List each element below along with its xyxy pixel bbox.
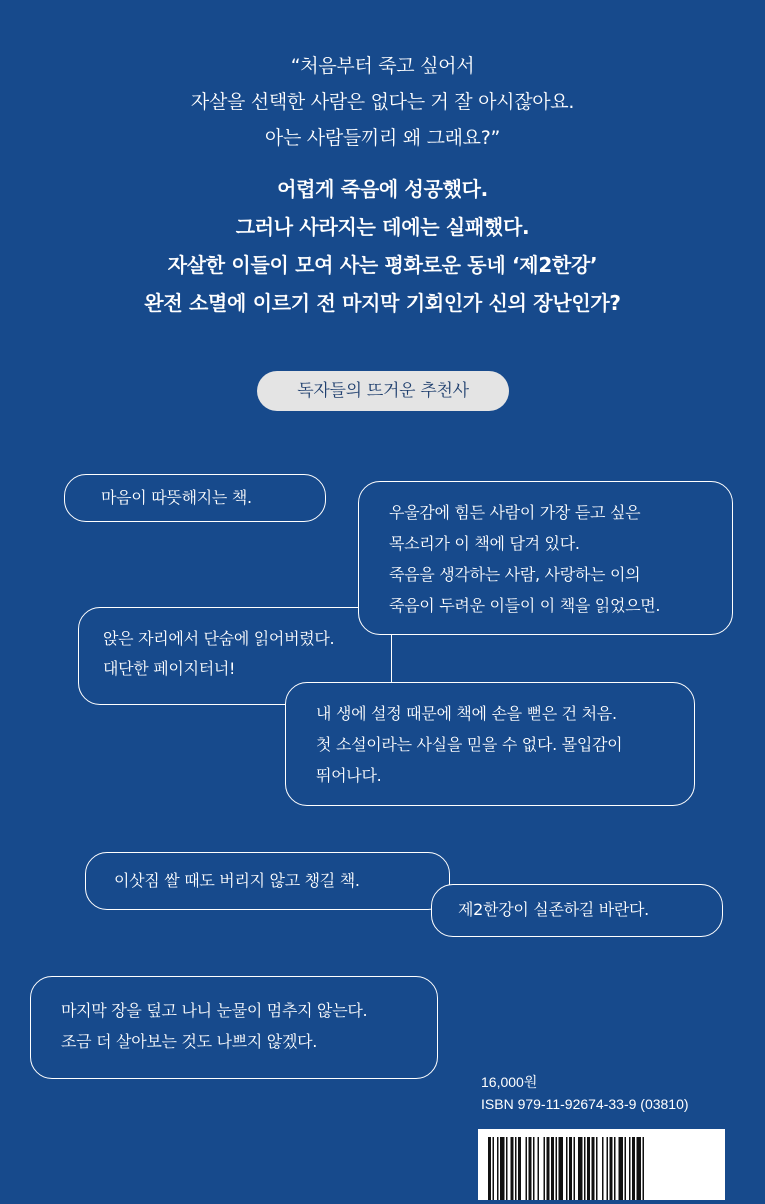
barcode-bar bbox=[529, 1137, 532, 1200]
tagline-line: 어렵게 죽음에 성공했다. bbox=[277, 177, 488, 201]
barcode-bar bbox=[629, 1137, 631, 1200]
barcode-bar bbox=[578, 1137, 583, 1200]
review-line: 죽음이 두려운 이들이 이 책을 읽었으면. bbox=[389, 596, 661, 615]
barcode-bar bbox=[538, 1137, 540, 1200]
quote-line: “처음부터 죽고 싶어서 bbox=[290, 55, 475, 77]
barcode-bar bbox=[625, 1137, 627, 1200]
barcode-bar bbox=[587, 1137, 590, 1200]
tagline-line: 완전 소멸에 이르기 전 마지막 기회인가 신의 장난인가? bbox=[144, 291, 621, 315]
barcode-bar bbox=[607, 1137, 609, 1200]
barcode-bar bbox=[566, 1137, 568, 1200]
review-bubble bbox=[285, 682, 695, 806]
tagline-line: 자살한 이들이 모여 사는 평화로운 동네 ‘제2한강’ bbox=[167, 253, 598, 277]
opening-quote bbox=[0, 48, 765, 156]
barcode-bar bbox=[602, 1137, 604, 1200]
barcode-bar bbox=[592, 1137, 595, 1200]
review-bubble bbox=[358, 481, 733, 635]
barcode-bar bbox=[544, 1137, 546, 1200]
barcode-bar bbox=[518, 1137, 521, 1200]
barcode-bar bbox=[551, 1137, 554, 1200]
barcode-bar bbox=[488, 1137, 491, 1200]
review-line: 대단한 페이지터너! bbox=[103, 659, 236, 678]
review-bubble bbox=[431, 884, 723, 937]
review-line: 목소리가 이 책에 담겨 있다. bbox=[389, 534, 580, 553]
barcode-bar bbox=[643, 1137, 645, 1200]
reader-reviews-label: 독자들의 뜨거운 추천사 bbox=[257, 371, 509, 411]
quote-line: 아는 사람들끼리 왜 그래요?” bbox=[264, 127, 501, 149]
review-line: 뛰어나다. bbox=[316, 766, 382, 785]
barcode-bar bbox=[500, 1137, 505, 1200]
barcode-bar bbox=[547, 1137, 550, 1200]
barcode-bar bbox=[511, 1137, 514, 1200]
barcode-bar bbox=[526, 1137, 528, 1200]
barcode-bar bbox=[610, 1137, 613, 1200]
review-line: 제2한강이 실존하길 바란다. bbox=[458, 900, 649, 919]
barcode-bar bbox=[574, 1137, 576, 1200]
review-bubble bbox=[30, 976, 438, 1079]
book-price: 16,000원 bbox=[481, 1074, 538, 1090]
barcode-bar bbox=[614, 1137, 616, 1200]
barcode-bar bbox=[596, 1137, 598, 1200]
review-line: 첫 소설이라는 사실을 믿을 수 없다. 몰입감이 bbox=[316, 735, 623, 754]
review-line: 내 생에 설정 때문에 책에 손을 뻗은 건 처음. bbox=[316, 704, 617, 723]
review-bubble bbox=[64, 474, 326, 522]
barcode-bar bbox=[515, 1137, 517, 1200]
book-tagline bbox=[0, 170, 765, 322]
isbn-number: ISBN 979-11-92674-33-9 (03810) bbox=[481, 1096, 689, 1112]
review-line: 앉은 자리에서 단숨에 읽어버렸다. bbox=[103, 629, 335, 648]
review-line: 이삿짐 쌀 때도 버리지 않고 챙길 책. bbox=[114, 871, 360, 890]
review-bubble bbox=[85, 852, 450, 910]
barcode-bar bbox=[533, 1137, 535, 1200]
review-line: 죽음을 생각하는 사람, 사랑하는 이의 bbox=[389, 565, 641, 584]
barcode-bars bbox=[478, 1129, 725, 1200]
review-line: 마지막 장을 덮고 나니 눈물이 멈추지 않는다. bbox=[61, 1001, 368, 1020]
barcode-bar bbox=[637, 1137, 642, 1200]
barcode-bar bbox=[619, 1137, 624, 1200]
review-line: 조금 더 살아보는 것도 나쁘지 않겠다. bbox=[61, 1032, 318, 1051]
quote-line: 자살을 선택한 사람은 없다는 거 잘 아시잖아요. bbox=[190, 91, 575, 113]
barcode-bar bbox=[556, 1137, 558, 1200]
barcode-bar bbox=[493, 1137, 495, 1200]
barcode-bar bbox=[559, 1137, 564, 1200]
barcode-bar bbox=[632, 1137, 635, 1200]
barcode-bar bbox=[569, 1137, 572, 1200]
barcode-bar bbox=[584, 1137, 586, 1200]
review-line: 우울감에 힘든 사람이 가장 듣고 싶은 bbox=[389, 503, 641, 522]
barcode-bar bbox=[506, 1137, 508, 1200]
barcode bbox=[478, 1129, 725, 1200]
review-line: 마음이 따뜻해지는 책. bbox=[101, 488, 252, 507]
tagline-line: 그러나 사라지는 데에는 실패했다. bbox=[235, 215, 530, 239]
barcode-bar bbox=[497, 1137, 499, 1200]
